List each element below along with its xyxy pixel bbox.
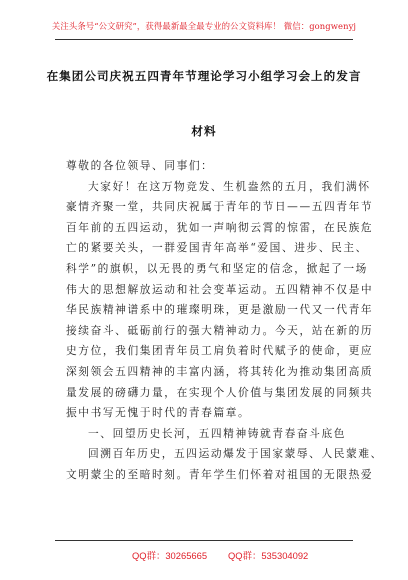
footer-qq-group-2: QQ群：535304092 (228, 550, 309, 561)
body-line: 振中书写无愧于时代的青春篇章。 (66, 406, 251, 420)
body-line: 豪情齐聚一堂，共同庆祝属于青年的节日——五四青年节 (66, 200, 374, 214)
footer-qq-group-1: QQ群：30265665 (132, 550, 208, 561)
body-line: 伟大的思想解放运动和社会变革运动。五四精神不仅是中 (66, 282, 374, 296)
body-line: 大家好！在这万物竞发、生机盎然的五月，我们满怀 (88, 179, 371, 193)
header-divider (55, 39, 353, 40)
body-text (66, 156, 383, 486)
document-title-line-1: 在集团公司庆祝五四青年节理论学习小组学习会上的发言 (46, 69, 362, 83)
body-line: 科学”的旗帜，以无畏的勇气和坚定的信念，掀起了一场 (66, 261, 368, 275)
body-line: 华民族精神谱系中的璀璨明珠，更是激励一代又一代青年 (66, 303, 374, 317)
document-title-line-2: 材料 (191, 124, 217, 138)
header-banner: 关注头条号“公文研究”，获得最新最全最专业的公文资料库！ 微信：gongwenyj (51, 21, 357, 31)
footer-divider (55, 540, 353, 541)
body-line: 亡的紧要关头，一群爱国青年高举“爱国、进步、民主、 (66, 241, 368, 255)
body-line: 量发展的磅礴力量，在实现个人价值与集团发展的同频共 (66, 385, 374, 399)
salutation-line: 尊敬的各位领导、同事们： (66, 159, 214, 172)
body-line: 百年前的五四运动，犹如一声响彻云霄的惊雷，在民族危 (66, 220, 374, 234)
section-heading-1: 一、回望历史长河，五四精神铸就青春奋斗底色 (88, 426, 347, 440)
body-line: 回溯百年历史，五四运动爆发于国家蒙辱、人民蒙难、 (88, 447, 383, 461)
body-line: 接续奋斗、砥砺前行的强大精神动力。今天，站在新的历 (66, 323, 374, 337)
body-line: 深刻领会五四精神的丰富内涵，将其转化为推动集团高质 (66, 364, 374, 378)
body-line: 史方位，我们集团青年员工肩负着时代赋予的使命，更应 (66, 344, 374, 358)
body-line: 文明蒙尘的至暗时刻。青年学生们怀着对祖国的无限热爱 (66, 467, 374, 481)
